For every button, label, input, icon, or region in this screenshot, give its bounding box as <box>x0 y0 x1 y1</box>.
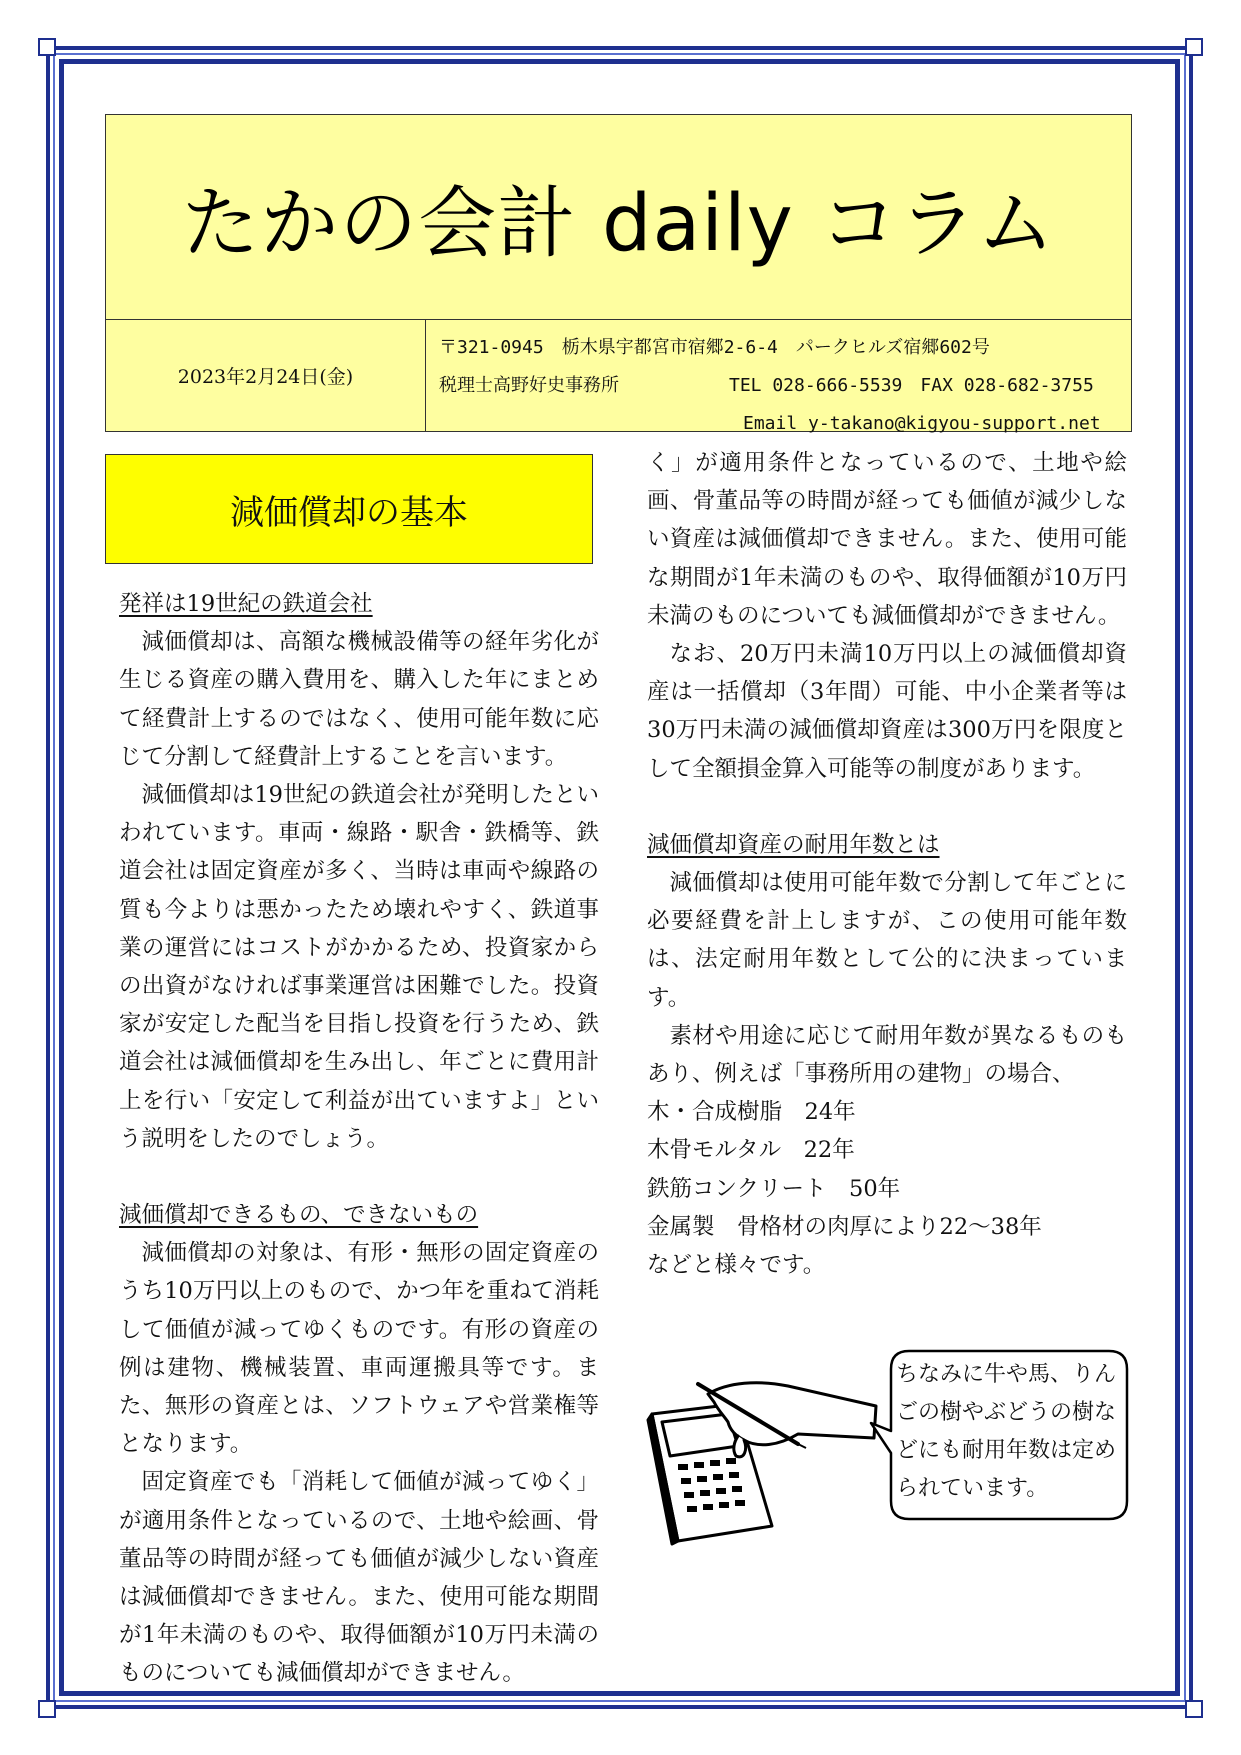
article-title: 減価償却の基本 <box>105 454 593 564</box>
issue-date: 2023年2月24日(金) <box>106 320 426 431</box>
tel-fax: TEL 028-666-5539 FAX 028-682-3755 <box>729 375 1094 396</box>
border-corner <box>1185 1700 1203 1718</box>
useful-life-item: 金属製 骨格材の肉厚により22〜38年 <box>647 1213 1042 1240</box>
office-contact-line <box>439 367 1129 405</box>
office-name: 税理士高野好史事務所 <box>439 375 619 396</box>
paragraph: 減価償却の対象は、有形・無形の固定資産のうち10万円以上のもので、かつ年を重ねて消耗して価値が減ってゆくものです。有形の資産の例は建物、機械装置、車両運搬具等です。また、無形の資産とは、ソフトウェアや営業権等となります。 <box>119 1240 599 1458</box>
section-heading: 減価償却資産の耐用年数とは <box>647 831 940 858</box>
office-address: 〒321-0945 栃木県宇都宮市宿郷2-6-4 パークヒルズ宿郷602号 <box>439 337 990 358</box>
border-corner <box>1185 38 1203 56</box>
useful-life-item: 鉄筋コンクリート 50年 <box>647 1175 901 1202</box>
left-column <box>119 585 599 1687</box>
section-heading: 発祥は19世紀の鉄道会社 <box>119 591 373 617</box>
section-heading: 減価償却できるもの、できないもの <box>119 1202 479 1229</box>
right-column <box>647 444 1127 1284</box>
newsletter-title: たかの会計 daily コラム <box>106 115 1131 320</box>
paragraph: なお、20万円未満10万円以上の減価償却資産は一括償却（3年間）可能、中小企業者等は30万円未満の減価償却資産は300万円を限度として全額損金算入可能等の制度があります。 <box>647 641 1127 782</box>
closing-line: などと様々です。 <box>647 1252 826 1279</box>
border-corner <box>38 38 56 56</box>
calculator-hand-illustration <box>648 1376 878 1546</box>
paragraph: 素材や用途に応じて耐用年数が異なるものもあり、例えば「事務所用の建物」の場合、 <box>647 1022 1127 1088</box>
paragraph-continuation: く」が適用条件となっているので、土地や絵画、骨董品等の時間が経っても価値が減少しない資産は減価償却できません。また、使用可能な期間が1年未満のものや、取得価額が10万円未満のものについても減価償却ができません。 <box>647 450 1127 629</box>
paragraph: 減価償却は19世紀の鉄道会社が発明したといわれています。車両・線路・駅舎・鉄橋等、鉄道会社は固定資産が多く、当時は車両や線路の質も今よりは悪かったため壊れやすく、鉄道事業の運営にはコストがかかるため、投資家からの出資がなければ事業運営は困難でした。投資家が安定した配当を目指し投資を行うため、鉄道会社は減価償却を生み出し、年ごとに費用計上を行い「安定して利益が出ていますよ」という説明をしたのでしょう。 <box>119 782 599 1152</box>
paragraph: 減価償却は、高額な機械設備等の経年劣化が生じる資産の購入費用を、購入した年にまとめて経費計上するのではなく、使用可能年数に応じて分割して経費計上することを言います。 <box>119 629 599 770</box>
newsletter-header <box>105 114 1132 432</box>
paragraph-continued: 固定資産でも「消耗して価値が減ってゆく」が適用条件となっているので、土地や絵画、骨董品等の時間が経っても価値が減少しない資産は減価償却できません。また、使用可能な期間が1年未満のものや、取得価額が10万円未満のものについても減価償却ができません。 <box>119 1469 599 1687</box>
email-address: Email y-takano@kigyou-support.net <box>743 413 1101 434</box>
border-corner <box>38 1700 56 1718</box>
useful-life-item: 木・合成樹脂 24年 <box>647 1099 856 1126</box>
useful-life-item: 木骨モルタル 22年 <box>647 1137 855 1164</box>
bubble-text: ちなみに牛や馬、りんごの樹やぶどうの樹などにも耐用年数は定められています。 <box>896 1362 1117 1501</box>
paragraph: 減価償却は使用可能年数で分割して年ごとに必要経費を計上しますが、この使用可能年数は、法定耐用年数として公的に決まっています。 <box>647 870 1127 1011</box>
contact-info <box>439 329 1129 443</box>
